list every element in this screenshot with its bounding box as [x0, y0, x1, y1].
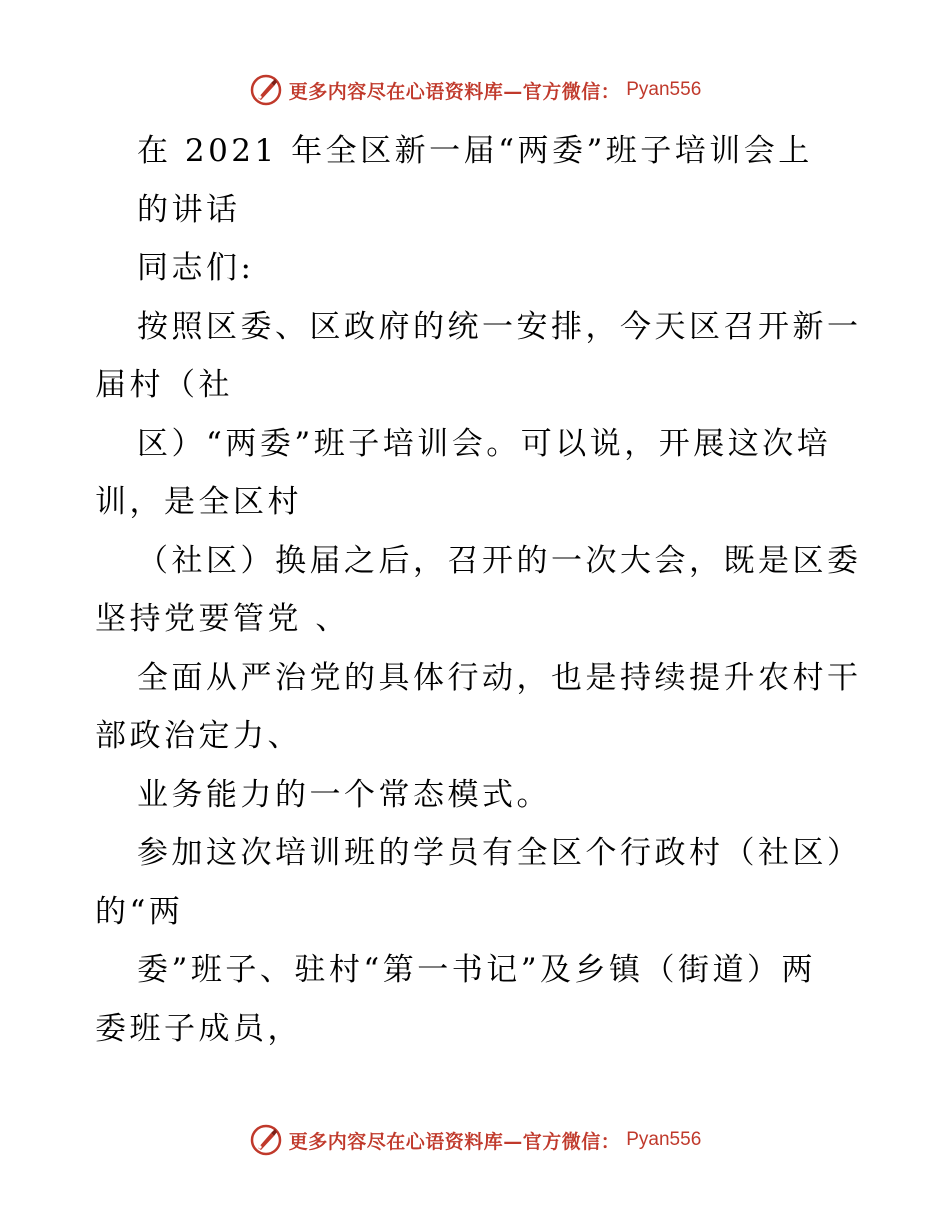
watermark-text-cn: 更多内容尽在心语资料库—官方微信： — [288, 1130, 621, 1153]
pen-logo-icon — [249, 73, 283, 107]
text-line: 的“两 — [95, 893, 184, 930]
footer-watermark — [0, 1120, 950, 1160]
text-line: 同志们: — [137, 250, 255, 286]
text-line: 参加这次培训班的学员有全区个行政村（社区） — [137, 835, 862, 871]
text-line: 业务能力的一个常态模式。 — [137, 776, 551, 813]
document-body — [95, 122, 862, 1058]
text-line: 按照区委、区政府的统一安排，今天区召开新一 — [137, 308, 862, 345]
text-line: 委”班子、驻村“第一书记”及乡镇（街道）两 — [137, 952, 817, 988]
text-line: 部政治定力、 — [95, 718, 302, 754]
text-line: 届村（社 — [95, 367, 233, 403]
text-line: 委班子成员， — [95, 1010, 302, 1047]
watermark-text-en: Pyan556 — [626, 1129, 702, 1150]
text-line: 坚持党要管党 、 — [95, 601, 350, 637]
text-line: （社区）换届之后，召开的一次大会，既是区委 — [137, 542, 862, 579]
text-line: 在 2021 年全区新一届“两委”班子培训会上 — [137, 133, 813, 169]
watermark-text-en: Pyan556 — [626, 79, 702, 100]
header-watermark — [0, 70, 950, 110]
text-line: 全面从严治党的具体行动，也是持续提升农村干 — [137, 659, 862, 696]
text-line: 训，是全区村 — [95, 484, 302, 520]
pen-logo-icon — [249, 1123, 283, 1157]
watermark-text-cn: 更多内容尽在心语资料库—官方微信： — [288, 80, 621, 103]
text-line: 的讲话 — [137, 191, 241, 228]
text-line: 区）“两委”班子培训会。可以说，开展这次培 — [137, 425, 832, 462]
